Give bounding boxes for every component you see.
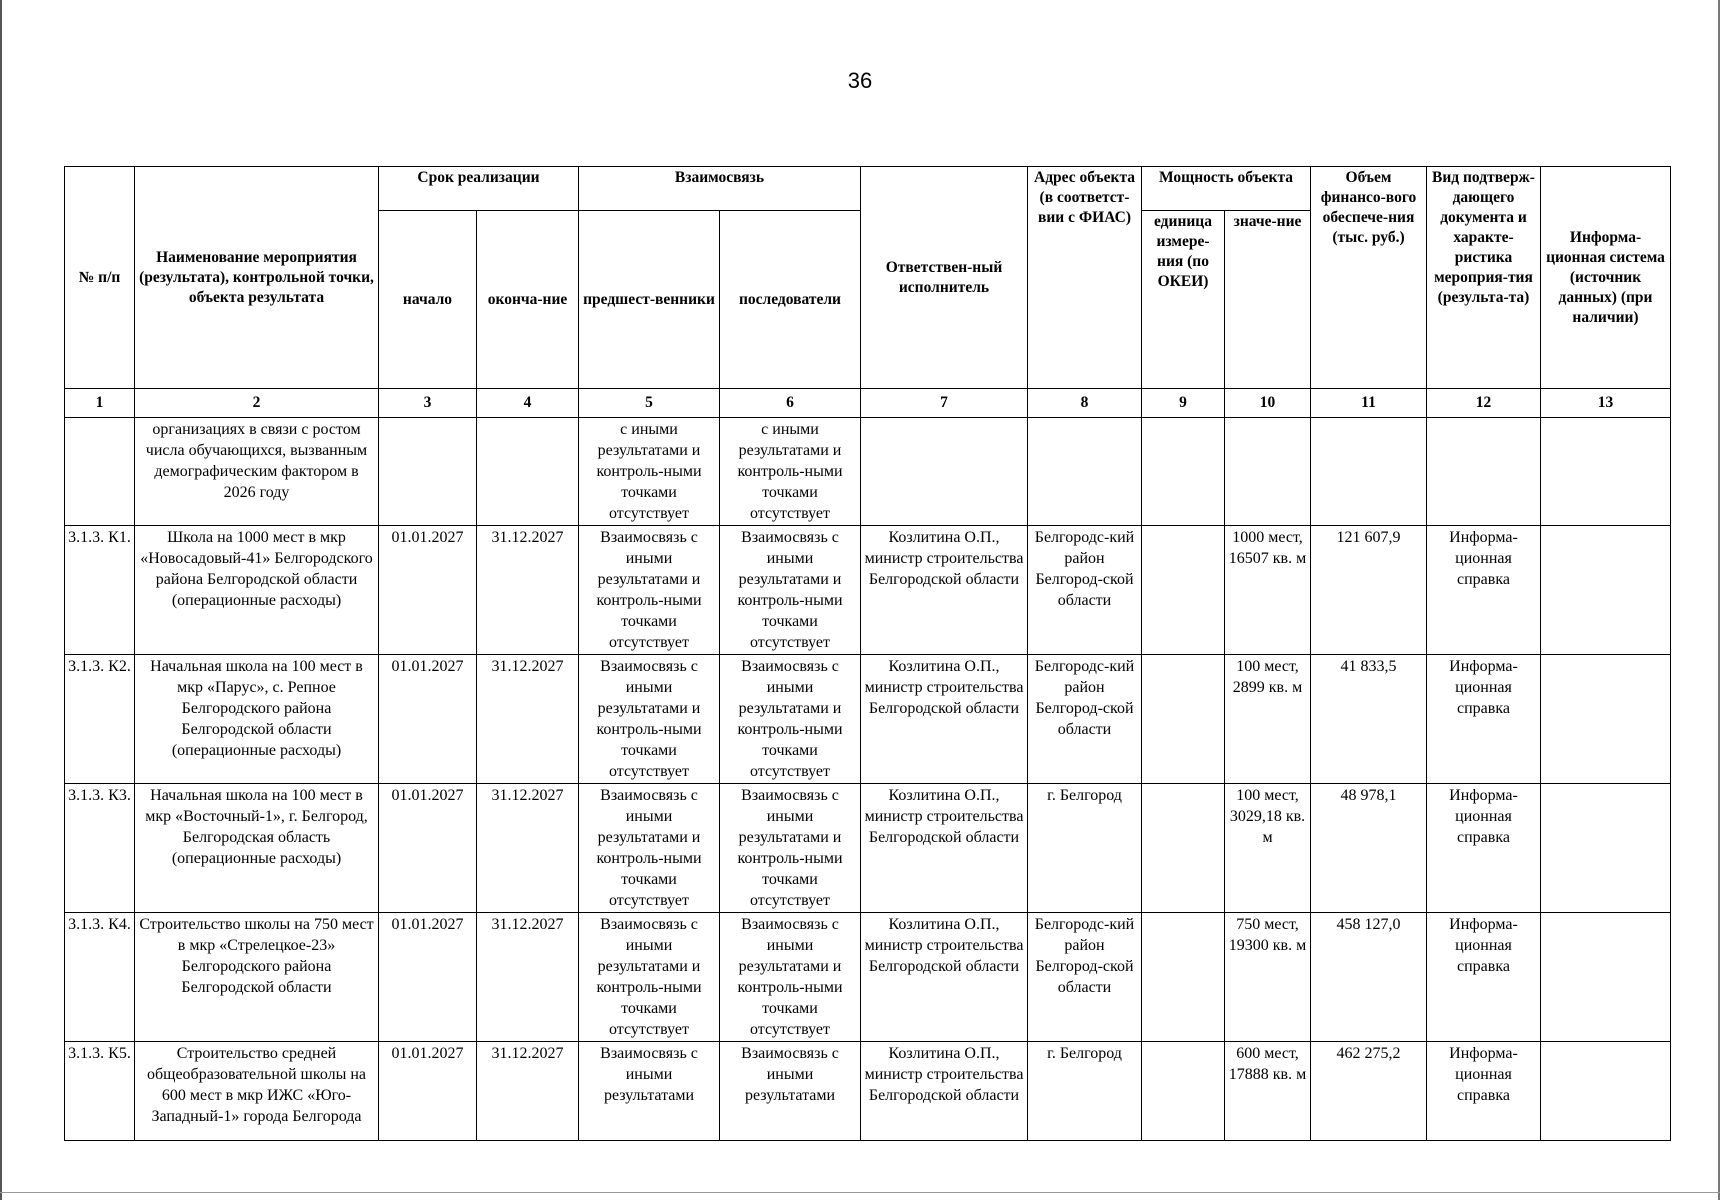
cell-num: 3.1.3. К1. — [65, 526, 135, 655]
cell-start: 01.01.2027 — [379, 913, 477, 1042]
scan-line-bottom — [0, 1192, 1720, 1193]
cell-end: 31.12.2027 — [477, 784, 579, 913]
cell-num: 3.1.3. К3. — [65, 784, 135, 913]
header-value: значе-ние — [1225, 211, 1311, 389]
cell-info-system — [1541, 526, 1671, 655]
cell-financing: 462 275,2 — [1311, 1042, 1427, 1141]
header-info-system: Информа-ционная система (источник данных) (при наличии) — [1541, 167, 1671, 389]
cell-value: 1000 мест, 16507 кв. м — [1225, 526, 1311, 655]
cell-successors: Взаимосвязь с иными результатами — [720, 1042, 861, 1141]
cell-responsible: Козлитина О.П., министр строительства Белгородской области — [861, 526, 1028, 655]
header-start: начало — [379, 211, 477, 389]
cell-num: 3.1.3. К5. — [65, 1042, 135, 1141]
cell-address: Белгородс-кий район Белгород-ской области — [1028, 913, 1142, 1042]
cell-document: Информа-ционная справка — [1427, 526, 1541, 655]
cell-responsible — [861, 418, 1028, 526]
column-number: 11 — [1311, 389, 1427, 418]
header-responsible: Ответствен-ный исполнитель — [861, 167, 1028, 389]
table-row — [65, 526, 1671, 655]
header-term-group: Срок реализации — [379, 167, 579, 211]
cell-name: Строительство школы на 750 мест в мкр «Стрелецкое-23» Белгородского района Белгородской области — [135, 913, 379, 1042]
header-address: Адрес объекта (в соответст-вии с ФИАС) — [1028, 167, 1142, 389]
table-row — [65, 913, 1671, 1042]
cell-successors: Взаимосвязь с иными результатами и контроль-ными точками отсутствует — [720, 913, 861, 1042]
cell-predecessors: Взаимосвязь с иными результатами и контроль-ными точками отсутствует — [579, 913, 720, 1042]
cell-document: Информа-ционная справка — [1427, 655, 1541, 784]
header-predecessors: предшест-венники — [579, 211, 720, 389]
cell-end: 31.12.2027 — [477, 913, 579, 1042]
cell-address: Белгородс-кий район Белгород-ской области — [1028, 526, 1142, 655]
cell-unit — [1142, 784, 1225, 913]
events-table — [64, 166, 1671, 1141]
cell-start: 01.01.2027 — [379, 784, 477, 913]
cell-num: 3.1.3. К2. — [65, 655, 135, 784]
page-number: 36 — [847, 68, 873, 93]
cell-info-system — [1541, 1042, 1671, 1141]
cell-unit — [1142, 1042, 1225, 1141]
cell-financing: 48 978,1 — [1311, 784, 1427, 913]
column-number: 4 — [477, 389, 579, 418]
cell-financing: 458 127,0 — [1311, 913, 1427, 1042]
cell-info-system — [1541, 784, 1671, 913]
cell-value: 100 мест, 3029,18 кв. м — [1225, 784, 1311, 913]
cell-predecessors: Взаимосвязь с иными результатами и контроль-ными точками отсутствует — [579, 526, 720, 655]
cell-document — [1427, 418, 1541, 526]
cell-unit — [1142, 913, 1225, 1042]
cell-successors: с иными результатами и контроль-ными точками отсутствует — [720, 418, 861, 526]
header-power-group: Мощность объекта — [1142, 167, 1311, 211]
cell-start: 01.01.2027 — [379, 655, 477, 784]
cell-num: 3.1.3. К4. — [65, 913, 135, 1042]
cell-start: 01.01.2027 — [379, 526, 477, 655]
cell-responsible: Козлитина О.П., министр строительства Белгородской области — [861, 655, 1028, 784]
column-number: 10 — [1225, 389, 1311, 418]
column-number: 7 — [861, 389, 1028, 418]
cell-predecessors: Взаимосвязь с иными результатами и контроль-ными точками отсутствует — [579, 655, 720, 784]
header-successors: последователи — [720, 211, 861, 389]
cell-successors: Взаимосвязь с иными результатами и контроль-ными точками отсутствует — [720, 784, 861, 913]
cell-name: Начальная школа на 100 мест в мкр «Восточный-1», г. Белгород, Белгородская область (операционные расходы) — [135, 784, 379, 913]
cell-responsible: Козлитина О.П., министр строительства Белгородской области — [861, 913, 1028, 1042]
cell-value: 750 мест, 19300 кв. м — [1225, 913, 1311, 1042]
cell-financing: 41 833,5 — [1311, 655, 1427, 784]
table-row — [65, 655, 1671, 784]
header-unit: единица измере-ния (по ОКЕИ) — [1142, 211, 1225, 389]
table-row — [65, 784, 1671, 913]
header-end: оконча-ние — [477, 211, 579, 389]
cell-end: 31.12.2027 — [477, 1042, 579, 1141]
cell-end: 31.12.2027 — [477, 526, 579, 655]
scan-edge-left — [0, 0, 2, 1200]
cell-name: Начальная школа на 100 мест в мкр «Парус», с. Репное Белгородского района Белгородской области (операционные расходы) — [135, 655, 379, 784]
cell-address: г. Белгород — [1028, 784, 1142, 913]
cell-info-system — [1541, 913, 1671, 1042]
cell-name: организациях в связи с ростом числа обучающихся, вызванным демографическим фактором в 2026 году — [135, 418, 379, 526]
header-financing: Объем финансо-вого обеспече-ния (тыс. руб.) — [1311, 167, 1427, 389]
cell-financing: 121 607,9 — [1311, 526, 1427, 655]
cell-document: Информа-ционная справка — [1427, 784, 1541, 913]
header-link-group: Взаимосвязь — [579, 167, 861, 211]
header-document: Вид подтверж-дающего документа и характе-ристика мероприя-тия (результа-та) — [1427, 167, 1541, 389]
cell-unit — [1142, 526, 1225, 655]
cell-responsible: Козлитина О.П., министр строительства Белгородской области — [861, 1042, 1028, 1141]
header-num: № п/п — [65, 167, 135, 389]
cell-num — [65, 418, 135, 526]
cell-predecessors: Взаимосвязь с иными результатами и контроль-ными точками отсутствует — [579, 784, 720, 913]
cell-successors: Взаимосвязь с иными результатами и контроль-ными точками отсутствует — [720, 655, 861, 784]
column-number: 13 — [1541, 389, 1671, 418]
cell-name: Школа на 1000 мест в мкр «Новосадовый-41» Белгородского района Белгородской области (операционные расходы) — [135, 526, 379, 655]
column-number: 9 — [1142, 389, 1225, 418]
cell-address: г. Белгород — [1028, 1042, 1142, 1141]
cell-unit — [1142, 418, 1225, 526]
column-number: 1 — [65, 389, 135, 418]
cell-successors: Взаимосвязь с иными результатами и контроль-ными точками отсутствует — [720, 526, 861, 655]
cell-start: 01.01.2027 — [379, 1042, 477, 1141]
column-number: 8 — [1028, 389, 1142, 418]
column-number-row — [65, 389, 1671, 418]
cell-financing — [1311, 418, 1427, 526]
cell-end: 31.12.2027 — [477, 655, 579, 784]
column-number: 3 — [379, 389, 477, 418]
cell-start — [379, 418, 477, 526]
header-name: Наименование мероприятия (результата), контрольной точки, объекта результата — [135, 167, 379, 389]
table-row — [65, 418, 1671, 526]
cell-info-system — [1541, 418, 1671, 526]
cell-address: Белгородс-кий район Белгород-ской области — [1028, 655, 1142, 784]
table-row — [65, 1042, 1671, 1141]
column-number: 6 — [720, 389, 861, 418]
column-number: 5 — [579, 389, 720, 418]
cell-document: Информа-ционная справка — [1427, 1042, 1541, 1141]
cell-name: Строительство средней общеобразовательной школы на 600 мест в мкр ИЖС «Юго-Западный-1» города Белгорода — [135, 1042, 379, 1141]
column-number: 12 — [1427, 389, 1541, 418]
cell-unit — [1142, 655, 1225, 784]
cell-document: Информа-ционная справка — [1427, 913, 1541, 1042]
cell-info-system — [1541, 655, 1671, 784]
cell-end — [477, 418, 579, 526]
cell-value — [1225, 418, 1311, 526]
cell-predecessors: с иными результатами и контроль-ными точками отсутствует — [579, 418, 720, 526]
cell-address — [1028, 418, 1142, 526]
column-number: 2 — [135, 389, 379, 418]
cell-value: 600 мест, 17888 кв. м — [1225, 1042, 1311, 1141]
cell-value: 100 мест, 2899 кв. м — [1225, 655, 1311, 784]
cell-predecessors: Взаимосвязь с иными результатами — [579, 1042, 720, 1141]
cell-responsible: Козлитина О.П., министр строительства Белгородской области — [861, 784, 1028, 913]
